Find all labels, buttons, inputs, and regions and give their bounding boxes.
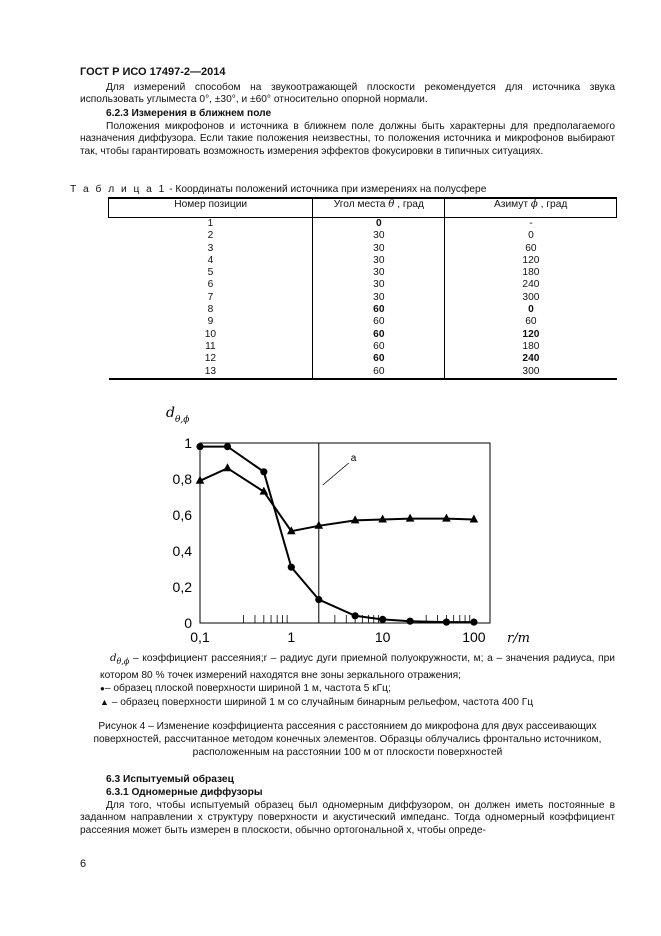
y-axis-label: d bbox=[166, 405, 175, 421]
cell-elevation: 60 bbox=[313, 366, 445, 379]
annotation-leader bbox=[323, 463, 349, 485]
table-row bbox=[109, 255, 617, 267]
cell-elevation: 30 bbox=[313, 243, 445, 255]
legend-circle: ●– образец плоской поверхности шириной 1 м, частота 5 кГц; bbox=[100, 683, 391, 695]
cell-elevation: 60 bbox=[313, 341, 445, 353]
table-row bbox=[109, 366, 617, 379]
cell-position: 10 bbox=[204, 328, 217, 340]
table-caption bbox=[70, 184, 486, 195]
cell-elevation: 60 bbox=[313, 353, 445, 365]
cell-azimuth: - bbox=[529, 218, 533, 229]
cell-elevation: 30 bbox=[313, 230, 445, 242]
table-caption-prefix: Т а б л и ц а 1 bbox=[70, 184, 167, 195]
cell-azimuth: 120 bbox=[522, 328, 540, 340]
cell-azimuth: 60 bbox=[525, 316, 537, 328]
cell-elevation: 0 bbox=[313, 218, 445, 231]
section-6-3-1-text: Для того, чтобы испытуемый образец был одномерным диффузором, он должен иметь постоянные в заданном направлении x структуру поверхности и акустический импеданс. Тогда одномерный коэффициент рассеяния может быть измерен в плоскости, обычно ортогональной x, чтобы опреде- bbox=[80, 800, 615, 836]
cell-elevation: 30 bbox=[313, 279, 445, 291]
data-point-triangle bbox=[223, 463, 232, 471]
cell-elevation: 60 bbox=[313, 329, 445, 341]
cell-azimuth: 0 bbox=[528, 304, 534, 316]
table-row bbox=[109, 279, 617, 291]
cell-position: 12 bbox=[204, 353, 217, 365]
header-azimuth: Азимут ϕ , град bbox=[445, 198, 617, 218]
cell-azimuth: 180 bbox=[522, 340, 540, 352]
y-tick-label: 0,8 bbox=[172, 471, 192, 487]
table-row bbox=[109, 292, 617, 304]
cell-position: 1 bbox=[207, 218, 214, 229]
intro-paragraph: Для измерений способом на звукоотражающей плоскости рекомендуется для источника звука использовать углыместа 0°, ±30°, и ±60° относительно опорной нормали. bbox=[80, 82, 615, 106]
x-tick-label: 0,1 bbox=[190, 629, 210, 645]
page-number: 6 bbox=[80, 858, 87, 870]
data-point-circle bbox=[196, 443, 203, 450]
cell-azimuth: 120 bbox=[522, 254, 540, 266]
data-point-circle bbox=[443, 619, 450, 626]
legend-triangle: ▲ – образец поверхности шириной 1 м со случайным бинарным рельефом, частота 400 Гц bbox=[100, 696, 534, 708]
data-point-circle bbox=[224, 443, 231, 450]
data-point-circle bbox=[379, 616, 386, 623]
cell-position: 9 bbox=[207, 316, 214, 328]
data-point-triangle bbox=[442, 514, 451, 522]
legend-line-1: $d_{\theta,\phi}$ – коэффициент рассеяния;r – радиус дуги приемной полуокружности, м; a – значения радиуса, при котором 80 % точек измерений находятся вне зоны зеркального отражения; bbox=[100, 653, 615, 681]
cell-azimuth: 0 bbox=[528, 230, 534, 242]
data-point-circle bbox=[407, 618, 414, 625]
section-6-3-1-heading: 6.3.1 Одномерные диффузоры bbox=[106, 787, 263, 798]
cell-position: 5 bbox=[207, 267, 214, 279]
data-point-circle bbox=[352, 612, 359, 619]
y-axis-label-sub: θ,ϕ bbox=[175, 415, 190, 425]
cell-position: 3 bbox=[207, 242, 214, 254]
y-tick-label: 1 bbox=[184, 435, 192, 451]
cell-elevation: 60 bbox=[313, 316, 445, 328]
cell-position: 13 bbox=[109, 366, 313, 379]
section-6-2-3-text: Положения микрофонов и источника в ближнем поле должны быть характерны для предполагаемого назначения диффузора. Если такие положения неизвестны, то положения источника и микрофонов выбирают так, чтобы гарантировать возможность измерения эффектов фокусировки в типичных ситуациях. bbox=[80, 121, 615, 157]
data-point-circle bbox=[260, 468, 267, 475]
table-caption-text: - Координаты положений источника при измерениях на полусфере bbox=[166, 184, 487, 195]
data-point-triangle bbox=[406, 514, 415, 522]
document-header: ГОСТ Р ИСО 17497-2—2014 bbox=[80, 66, 226, 78]
cell-azimuth: 300 bbox=[445, 366, 617, 379]
cell-elevation: 30 bbox=[313, 255, 445, 267]
table-row bbox=[109, 267, 617, 279]
section-6-3-heading: 6.3 Испытуемый образец bbox=[106, 774, 234, 785]
y-tick-label: 0,6 bbox=[172, 507, 192, 523]
coordinates-table bbox=[108, 197, 617, 380]
data-point-circle bbox=[315, 596, 322, 603]
cell-elevation: 60 bbox=[313, 304, 445, 316]
table-row bbox=[109, 316, 617, 328]
cell-azimuth: 240 bbox=[522, 279, 540, 291]
header-elevation: Угол места θ , град bbox=[313, 198, 445, 218]
data-point-circle bbox=[288, 564, 295, 571]
x-axis-label: r/m bbox=[507, 631, 530, 645]
scattering-chart bbox=[0, 395, 661, 645]
table-row bbox=[109, 230, 617, 242]
table-row bbox=[109, 243, 617, 255]
cell-azimuth: 300 bbox=[522, 291, 540, 303]
y-tick-label: 0,4 bbox=[172, 543, 192, 559]
y-tick-label: 0,2 bbox=[172, 579, 192, 595]
header-position: Номер позиции bbox=[109, 198, 313, 218]
x-tick-label: 10 bbox=[374, 629, 391, 645]
table-row bbox=[109, 218, 617, 231]
chart-legend bbox=[100, 652, 615, 709]
table-row bbox=[109, 304, 617, 316]
table-row bbox=[109, 341, 617, 353]
plot-frame bbox=[200, 443, 490, 623]
cell-azimuth: 180 bbox=[522, 267, 540, 279]
y-tick-label: 0 bbox=[184, 615, 192, 631]
table-row bbox=[109, 329, 617, 341]
data-point-circle bbox=[470, 619, 477, 626]
cell-position: 2 bbox=[207, 230, 214, 242]
cell-azimuth: 60 bbox=[525, 242, 537, 254]
cell-azimuth: 240 bbox=[522, 353, 540, 365]
cell-elevation: 30 bbox=[313, 292, 445, 304]
figure-caption: Рисунок 4 – Изменение коэффициента рассеяния с расстоянием до микрофона для двух рассеивающих поверхностей, рассчитанное методом конечных элементов. Образцы облучались фронтально источником, расположенным на расстоянии 100 м от плоскости поверхностей bbox=[93, 721, 602, 758]
x-tick-label: 1 bbox=[287, 629, 296, 645]
section-6-2-3-heading: 6.2.3 Измерения в ближнем поле bbox=[106, 108, 272, 119]
cell-position: 7 bbox=[207, 291, 214, 303]
cell-position: 4 bbox=[207, 254, 214, 266]
table-row bbox=[109, 353, 617, 365]
annotation-label: a bbox=[350, 453, 357, 464]
x-tick-label: 100 bbox=[462, 629, 486, 645]
cell-elevation: 30 bbox=[313, 267, 445, 279]
series-line-2 bbox=[200, 468, 474, 531]
cell-position: 8 bbox=[207, 304, 214, 316]
cell-position: 11 bbox=[205, 340, 216, 352]
cell-position: 6 bbox=[207, 279, 214, 291]
